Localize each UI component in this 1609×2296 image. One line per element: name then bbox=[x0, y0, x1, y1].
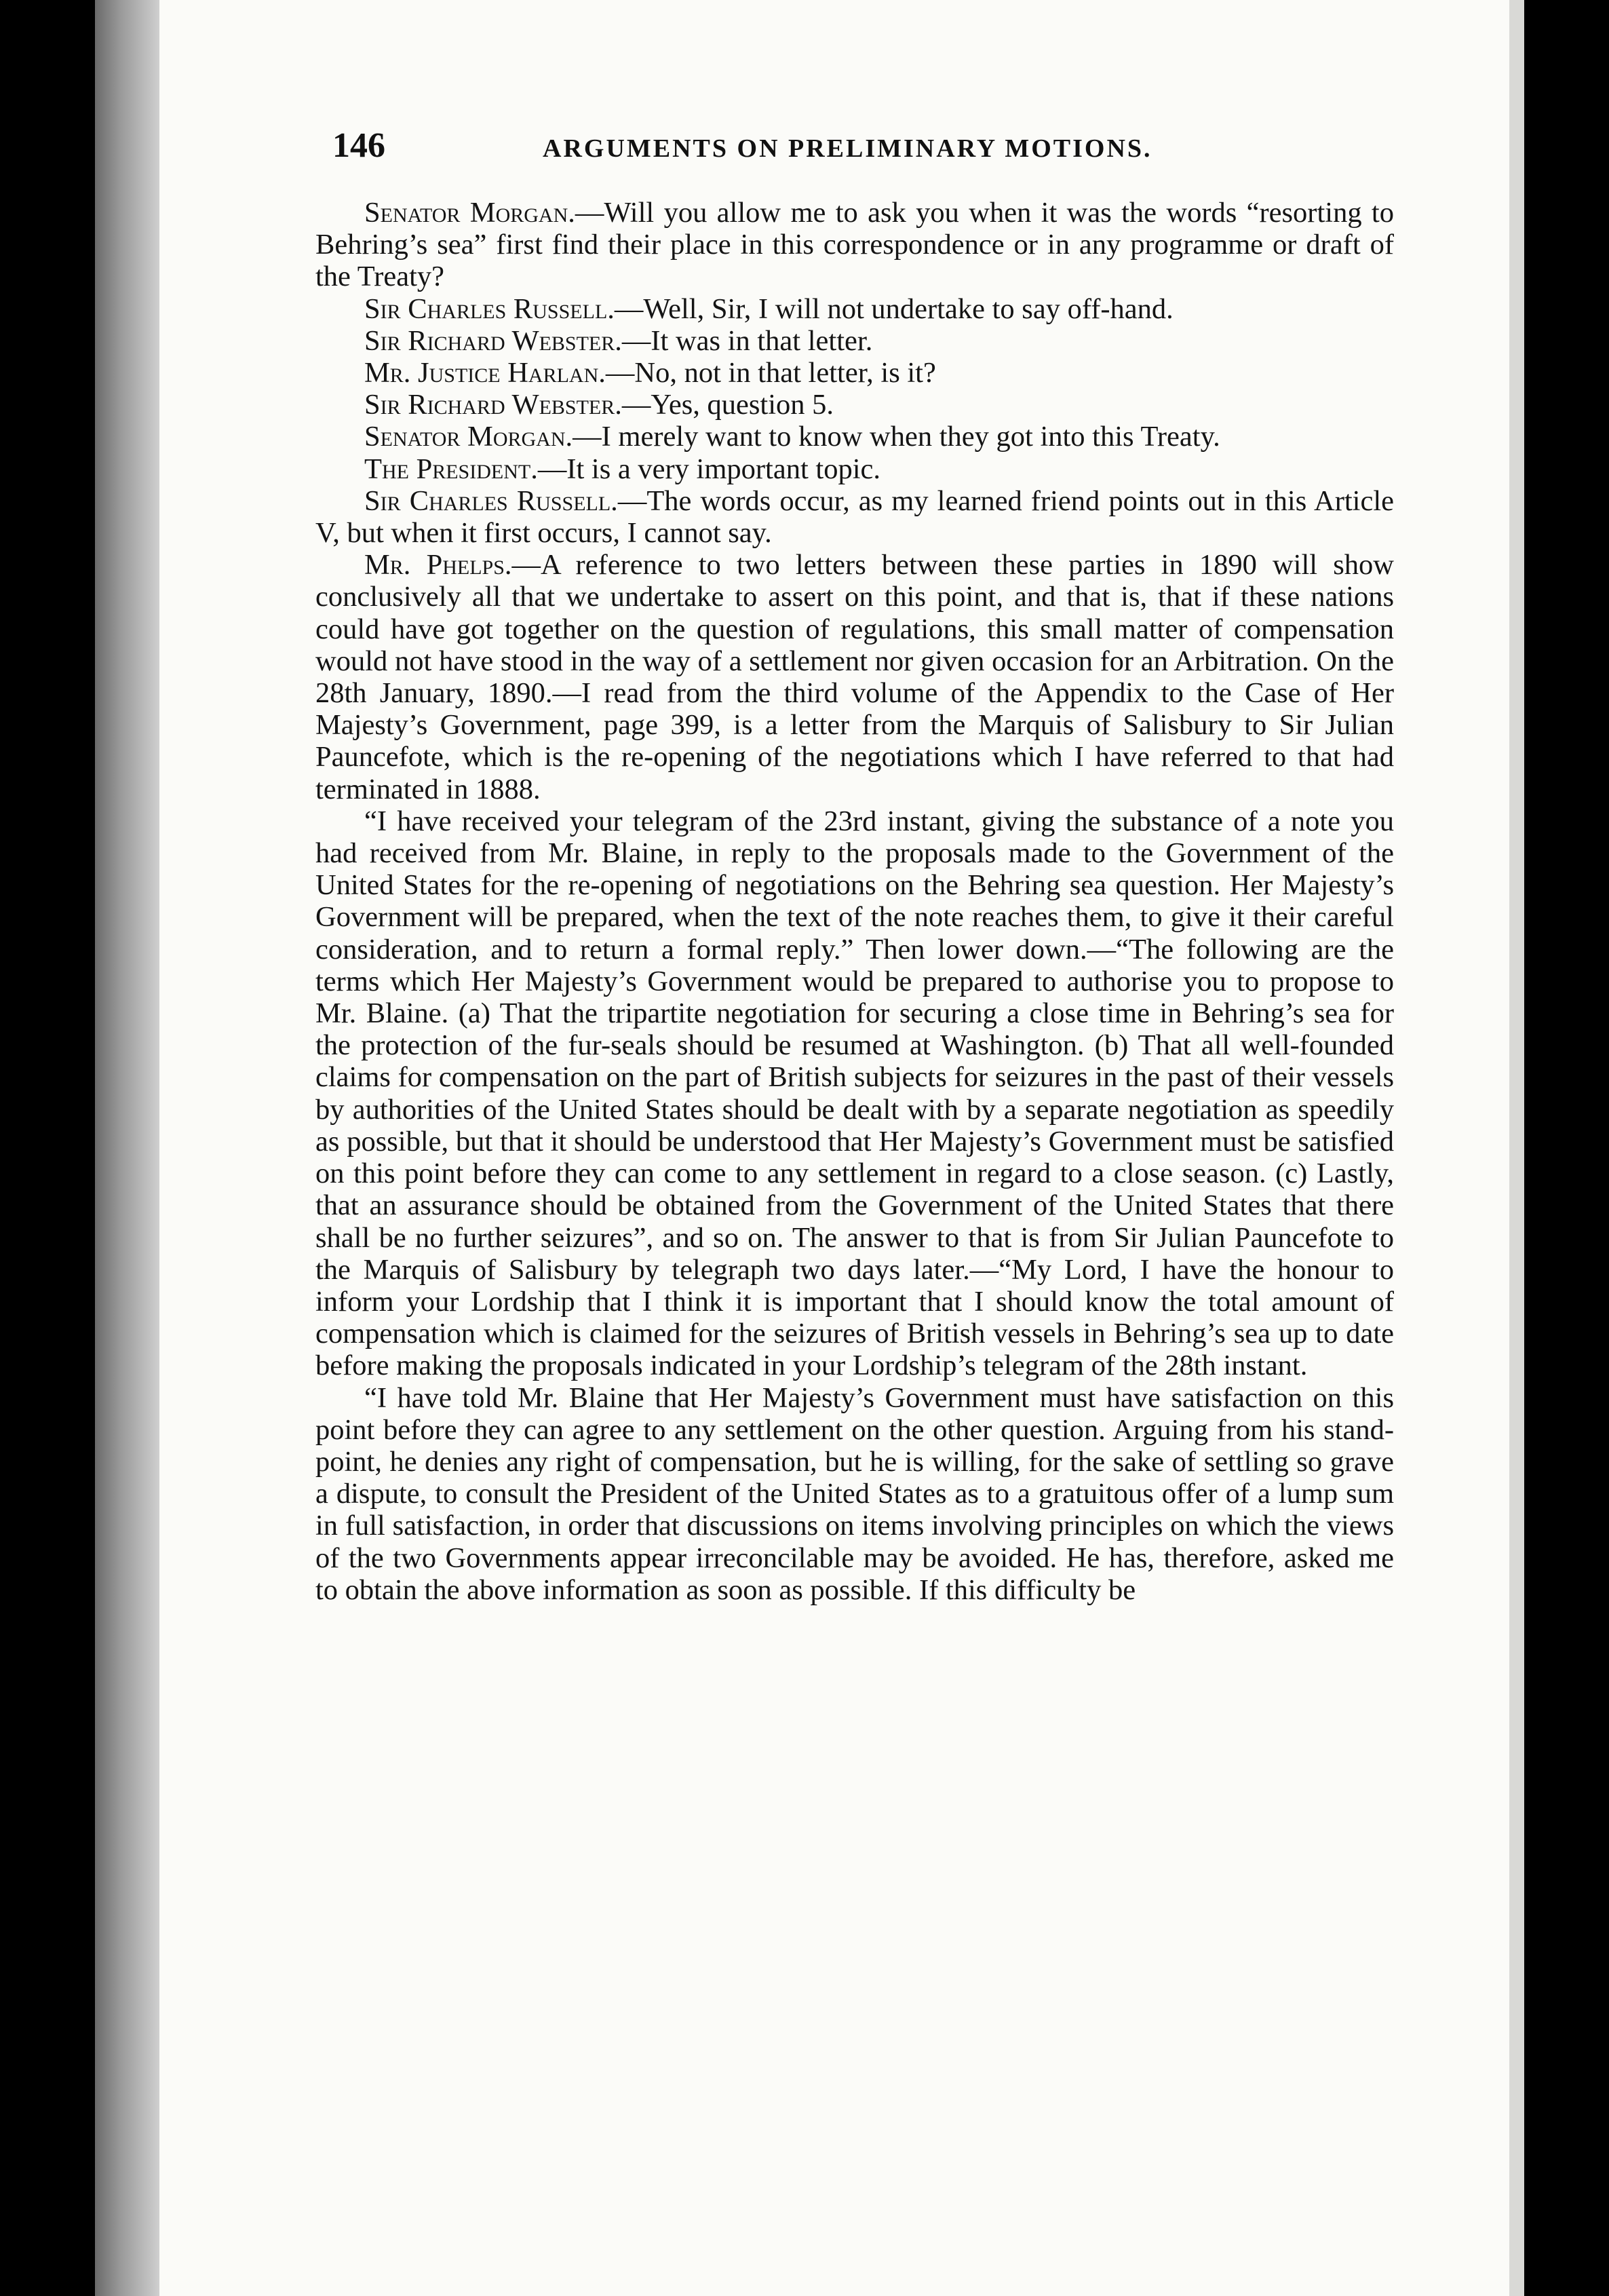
paragraph-text: “I have told Mr. Blaine that Her Majesty’s Government must have satisfaction on this point before they can agree to any settlement on the other question. Arguing from his stand-point, he denies any right of compensation, but he is willing, for the sake of settling so grave a dispute, to consult the President of the United States as to a gratuitous offer of a lump sum in full satisfaction, in order that discussions on items involving principles on which the views of the two Governments appear irreconcilable may be avoided. He has, therefore, asked me to obtain the above information as soon as possible. If this difficulty be bbox=[315, 1381, 1394, 1606]
paragraph bbox=[315, 197, 1394, 293]
paragraph-text: —It was in that letter. bbox=[621, 324, 873, 357]
paragraph-text: —Well, Sir, I will not undertake to say off-hand. bbox=[614, 292, 1174, 325]
paragraph-text: —It is a very important topic. bbox=[537, 453, 880, 485]
page-stack-edge bbox=[95, 0, 159, 2296]
speaker-name: Sir Richard Webster. bbox=[364, 324, 622, 357]
paragraph bbox=[315, 325, 1394, 357]
running-head: ARGUMENTS ON PRELIMINARY MOTIONS. bbox=[543, 134, 1152, 163]
paragraph bbox=[315, 549, 1394, 805]
speaker-name: Senator Morgan. bbox=[364, 421, 573, 453]
paragraph-text: “I have received your telegram of the 23rd instant, giving the substance of a note you had received from Mr. Blaine, in reply to the proposals made to the Government of the United States for the re-opening of negotiations on the Behring sea question. Her Majesty’s Government will be prepared, when the text of the note reaches them, to give it their careful consideration, and to return a formal reply.” Then lower down.—“The following are the terms which Her Majesty’s Government would be prepared to authorise you to propose to Mr. Blaine. (a) That the tripartite negotiation for securing a close time in Behring’s sea for the protection of the fur-seals should be resumed at Washington. (b) That all well-founded claims for compensation on the part of British subjects for seizures in the past of their vessels by authorities of the United States should be dealt with by a separate negotiation as speedily as possible, but that it should be understood that Her Majesty’s Government must be satisfied on this point before they can come to any settlement in regard to a close season. (c) Lastly, that an assurance should be obtained from the Government of the United States that there shall be no further seizures”, and so on. The answer to that is from Sir Julian Pauncefote to the Marquis of Salisbury by telegraph two days later.—“My Lord, I have the honour to inform your Lordship that I think it is important that I should know the total amount of compensation which is claimed for the seizures of British vessels in Behring’s sea up to date before making the proposals indicated in your Lordship’s telegram of the 28th instant. bbox=[315, 805, 1394, 1382]
paragraph-text: —I merely want to know when they got into this Treaty. bbox=[573, 421, 1220, 453]
page-body bbox=[315, 197, 1394, 2042]
paragraph bbox=[315, 389, 1394, 421]
paragraph bbox=[315, 485, 1394, 549]
speaker-name: Senator Morgan. bbox=[364, 197, 575, 229]
paragraph-text: —No, not in that letter, is it? bbox=[605, 357, 936, 389]
paragraph-text: —A reference to two letters between these parties in 1890 will show conclusively all that we undertake to assert on this point, and that is, that if these nations could have got together on the question of regulations, this small matter of compensation would not have stood in the way of a settlement nor given occasion for an Arbitration. On the 28th January, 1890.—I read from the third volume of the Appendix to the Case of Her Majesty’s Government, page 399, is a letter from the Marquis of Salisbury to Sir Julian Pauncefote, which is the re-opening of the negotiations which I have referred to that had terminated in 1888. bbox=[315, 549, 1394, 805]
paragraph-text: —The words occur, as my learned friend points out in this Article V, but when it first occurs, I cannot say. bbox=[315, 484, 1394, 550]
paragraph bbox=[315, 293, 1394, 325]
speaker-name: Sir Charles Russell. bbox=[364, 292, 615, 325]
paragraph bbox=[315, 421, 1394, 453]
paragraph-text: —Will you allow me to ask you when it was the words “resorting to Behring’s sea” first find their place in this correspondence or in any programme or draft of the Treaty? bbox=[315, 197, 1394, 293]
paragraph bbox=[315, 453, 1394, 485]
speaker-name: The President. bbox=[364, 453, 538, 485]
quoted-paragraph bbox=[315, 805, 1394, 1382]
speaker-name: Mr. Justice Harlan. bbox=[364, 357, 606, 389]
paragraph-text: —Yes, question 5. bbox=[621, 389, 834, 421]
page-header bbox=[332, 126, 1404, 173]
speaker-name: Mr. Phelps. bbox=[364, 549, 512, 581]
quoted-paragraph bbox=[315, 1382, 1394, 1606]
paragraph bbox=[315, 357, 1394, 389]
facing-page-edge bbox=[1509, 0, 1524, 2296]
speaker-name: Sir Charles Russell. bbox=[364, 484, 618, 517]
speaker-name: Sir Richard Webster. bbox=[364, 389, 622, 421]
page-number: 146 bbox=[332, 126, 385, 165]
